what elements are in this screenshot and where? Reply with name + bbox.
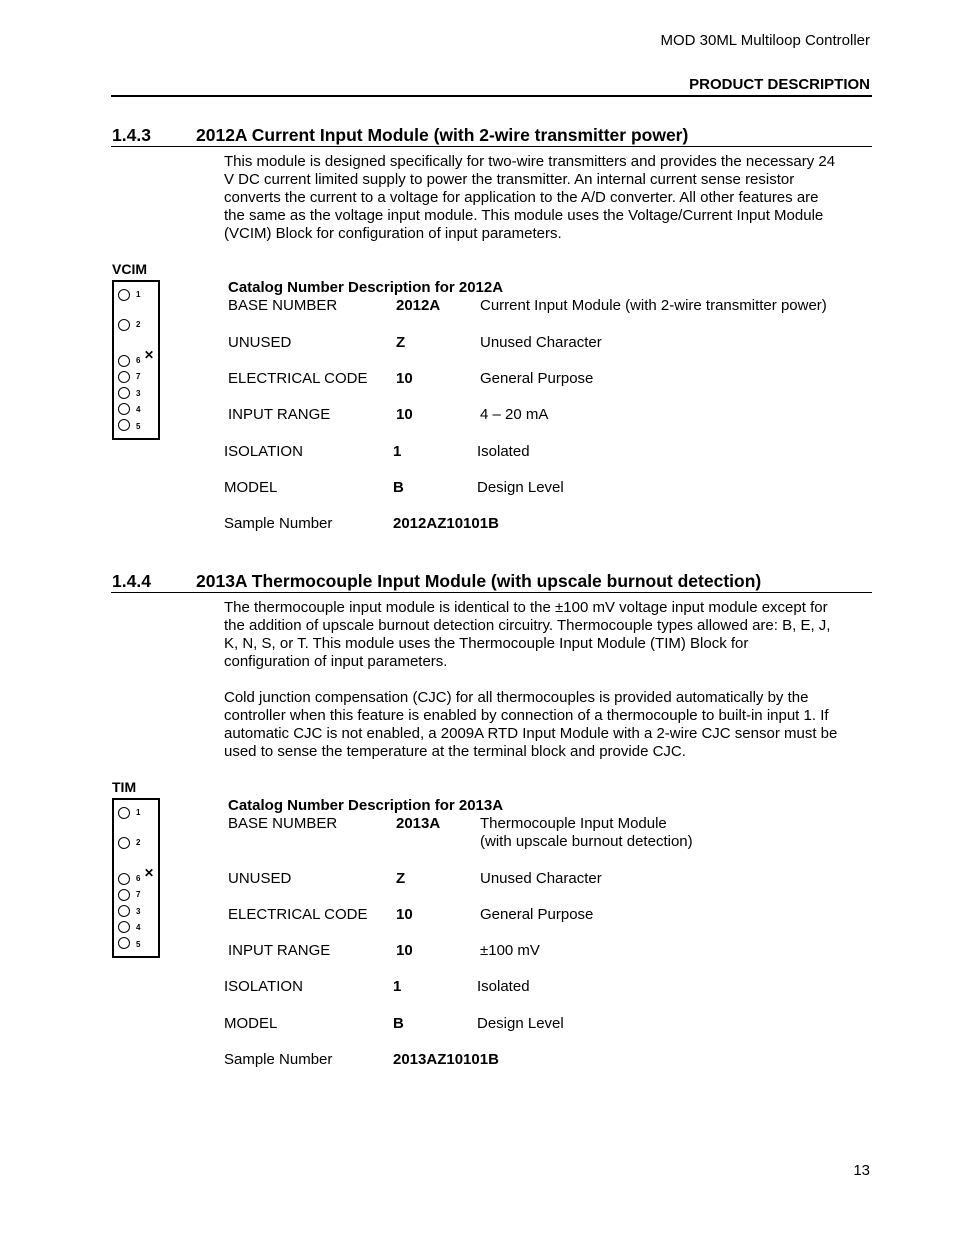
paragraph-line: (VCIM) Block for configuration of input parameters. — [224, 225, 562, 242]
terminal-pin — [118, 355, 130, 367]
paragraph-line: used to sense the temperature at the terminal block and provide CJC. — [224, 743, 686, 760]
paragraph-line: Cold junction compensation (CJC) for all thermocouples is provided automatically by the — [224, 689, 809, 706]
terminal-pin — [118, 371, 130, 383]
catalog-row-desc: Unused Character — [480, 870, 602, 887]
catalog-row-desc: ±100 mV — [480, 942, 540, 959]
catalog-row-desc: General Purpose — [480, 906, 594, 923]
section-divider-144 — [111, 592, 872, 593]
sample-number-label: Sample Number — [224, 515, 333, 532]
pin-number: 4 — [136, 923, 141, 932]
paragraph-line: The thermocouple input module is identical to the ±100 mV voltage input module except for — [224, 599, 828, 616]
pin-number: 3 — [136, 907, 141, 916]
pin-number: 7 — [136, 890, 141, 899]
header-divider — [111, 95, 872, 97]
paragraph-line: converts the current to a voltage for application to the A/D converter. All other features are — [224, 189, 819, 206]
catalog-row-code: 1 — [393, 443, 402, 460]
paragraph-line: automatic CJC is not enabled, a 2009A RTD Input Module with a 2-wire CJC sensor must be — [224, 725, 838, 742]
catalog-row-label: ELECTRICAL CODE — [228, 370, 368, 387]
catalog-row-desc: Current Input Module (with 2-wire transmitter power) — [480, 297, 827, 314]
catalog-title-2013a: Catalog Number Description for 2013A — [228, 797, 504, 814]
pin-number: 2 — [136, 838, 141, 847]
section-number-144: 1.4.4 — [112, 571, 151, 591]
terminal-pin — [118, 807, 130, 819]
catalog-row-code: 10 — [396, 906, 413, 923]
jumper-x-icon: ✕ — [144, 348, 155, 362]
pin-number: 3 — [136, 389, 141, 398]
catalog-row-code: 1 — [393, 978, 402, 995]
pin-number: 1 — [136, 808, 141, 817]
catalog-row-label: MODEL — [224, 1015, 278, 1032]
catalog-row-desc: Isolated — [477, 443, 530, 460]
catalog-row-desc: Unused Character — [480, 334, 602, 351]
catalog-row-desc: General Purpose — [480, 370, 594, 387]
catalog-row-label: BASE NUMBER — [228, 297, 338, 314]
pin-number: 1 — [136, 290, 141, 299]
description-paragraph-144-a — [224, 599, 869, 671]
sample-number-value: 2013AZ10101B — [393, 1051, 499, 1068]
terminal-pin — [118, 387, 130, 399]
catalog-row-desc: Isolated — [477, 978, 530, 995]
paragraph-line: K, N, S, or T. This module uses the Thermocouple Input Module (TIM) Block for — [224, 635, 749, 652]
terminal-pin — [118, 905, 130, 917]
catalog-row-code: Z — [396, 870, 406, 887]
sample-number-label: Sample Number — [224, 1051, 333, 1068]
description-paragraph-144-b — [224, 689, 869, 761]
catalog-row-code: B — [393, 479, 404, 496]
catalog-row-label: ELECTRICAL CODE — [228, 906, 368, 923]
catalog-row-label: INPUT RANGE — [228, 406, 331, 423]
section-title-144: 2013A Thermocouple Input Module (with upscale burnout detection) — [196, 571, 762, 591]
catalog-row-desc-line2: (with upscale burnout detection) — [480, 833, 693, 850]
pin-number: 7 — [136, 372, 141, 381]
terminal-pin — [118, 319, 130, 331]
document-title: MOD 30ML Multiloop Controller — [660, 32, 870, 49]
catalog-row-label: MODEL — [224, 479, 278, 496]
paragraph-line: This module is designed specifically for two-wire transmitters and provides the necessary 24 — [224, 153, 836, 170]
terminal-pin — [118, 873, 130, 885]
catalog-row-label: UNUSED — [228, 334, 292, 351]
catalog-row-label: INPUT RANGE — [228, 942, 331, 959]
pin-number: 6 — [136, 356, 141, 365]
pin-number: 5 — [136, 422, 141, 431]
section-number-143: 1.4.3 — [112, 125, 151, 145]
catalog-row-code: 10 — [396, 370, 413, 387]
paragraph-line: configuration of input parameters. — [224, 653, 448, 670]
catalog-row-desc: Thermocouple Input Module — [480, 815, 667, 832]
paragraph-line: the addition of upscale burnout detection circuitry. Thermocouple types allowed are: B, E, J, — [224, 617, 831, 634]
catalog-row-code: B — [393, 1015, 404, 1032]
catalog-row-label: ISOLATION — [224, 443, 303, 460]
terminal-pin — [118, 419, 130, 431]
catalog-row-code: 2012A — [396, 297, 441, 314]
pin-number: 5 — [136, 940, 141, 949]
terminal-pin — [118, 921, 130, 933]
section-divider-143 — [111, 146, 872, 147]
catalog-row-desc: 4 – 20 mA — [480, 406, 549, 423]
terminal-pin — [118, 289, 130, 301]
terminal-pin — [118, 403, 130, 415]
catalog-row-desc: Design Level — [477, 1015, 564, 1032]
section-title-143: 2012A Current Input Module (with 2-wire transmitter power) — [196, 125, 689, 145]
description-paragraph-143 — [224, 153, 869, 243]
pin-number: 2 — [136, 320, 141, 329]
catalog-row-label: ISOLATION — [224, 978, 303, 995]
catalog-row-desc: Design Level — [477, 479, 564, 496]
catalog-row-code: 10 — [396, 942, 413, 959]
paragraph-line: controller when this feature is enabled by connection of a thermocouple to built-in input 1. If — [224, 707, 829, 724]
terminal-pin — [118, 889, 130, 901]
pin-number: 4 — [136, 405, 141, 414]
catalog-row-label: BASE NUMBER — [228, 815, 338, 832]
sample-number-value: 2012AZ10101B — [393, 515, 499, 532]
terminal-pin — [118, 837, 130, 849]
jumper-x-icon: ✕ — [144, 866, 155, 880]
pin-number: 6 — [136, 874, 141, 883]
catalog-title-2012a: Catalog Number Description for 2012A — [228, 279, 504, 296]
paragraph-line: V DC current limited supply to power the transmitter. An internal current sense resistor — [224, 171, 795, 188]
page-number: 13 — [853, 1162, 870, 1179]
catalog-row-code: 10 — [396, 406, 413, 423]
catalog-row-label: UNUSED — [228, 870, 292, 887]
block-label-vcim: VCIM — [112, 261, 147, 277]
terminal-pin — [118, 937, 130, 949]
catalog-row-code: 2013A — [396, 815, 441, 832]
paragraph-line: the same as the voltage input module. This module uses the Voltage/Current Input Module — [224, 207, 824, 224]
catalog-row-code: Z — [396, 334, 406, 351]
section-heading: PRODUCT DESCRIPTION — [689, 76, 870, 93]
block-label-tim: TIM — [112, 779, 137, 795]
